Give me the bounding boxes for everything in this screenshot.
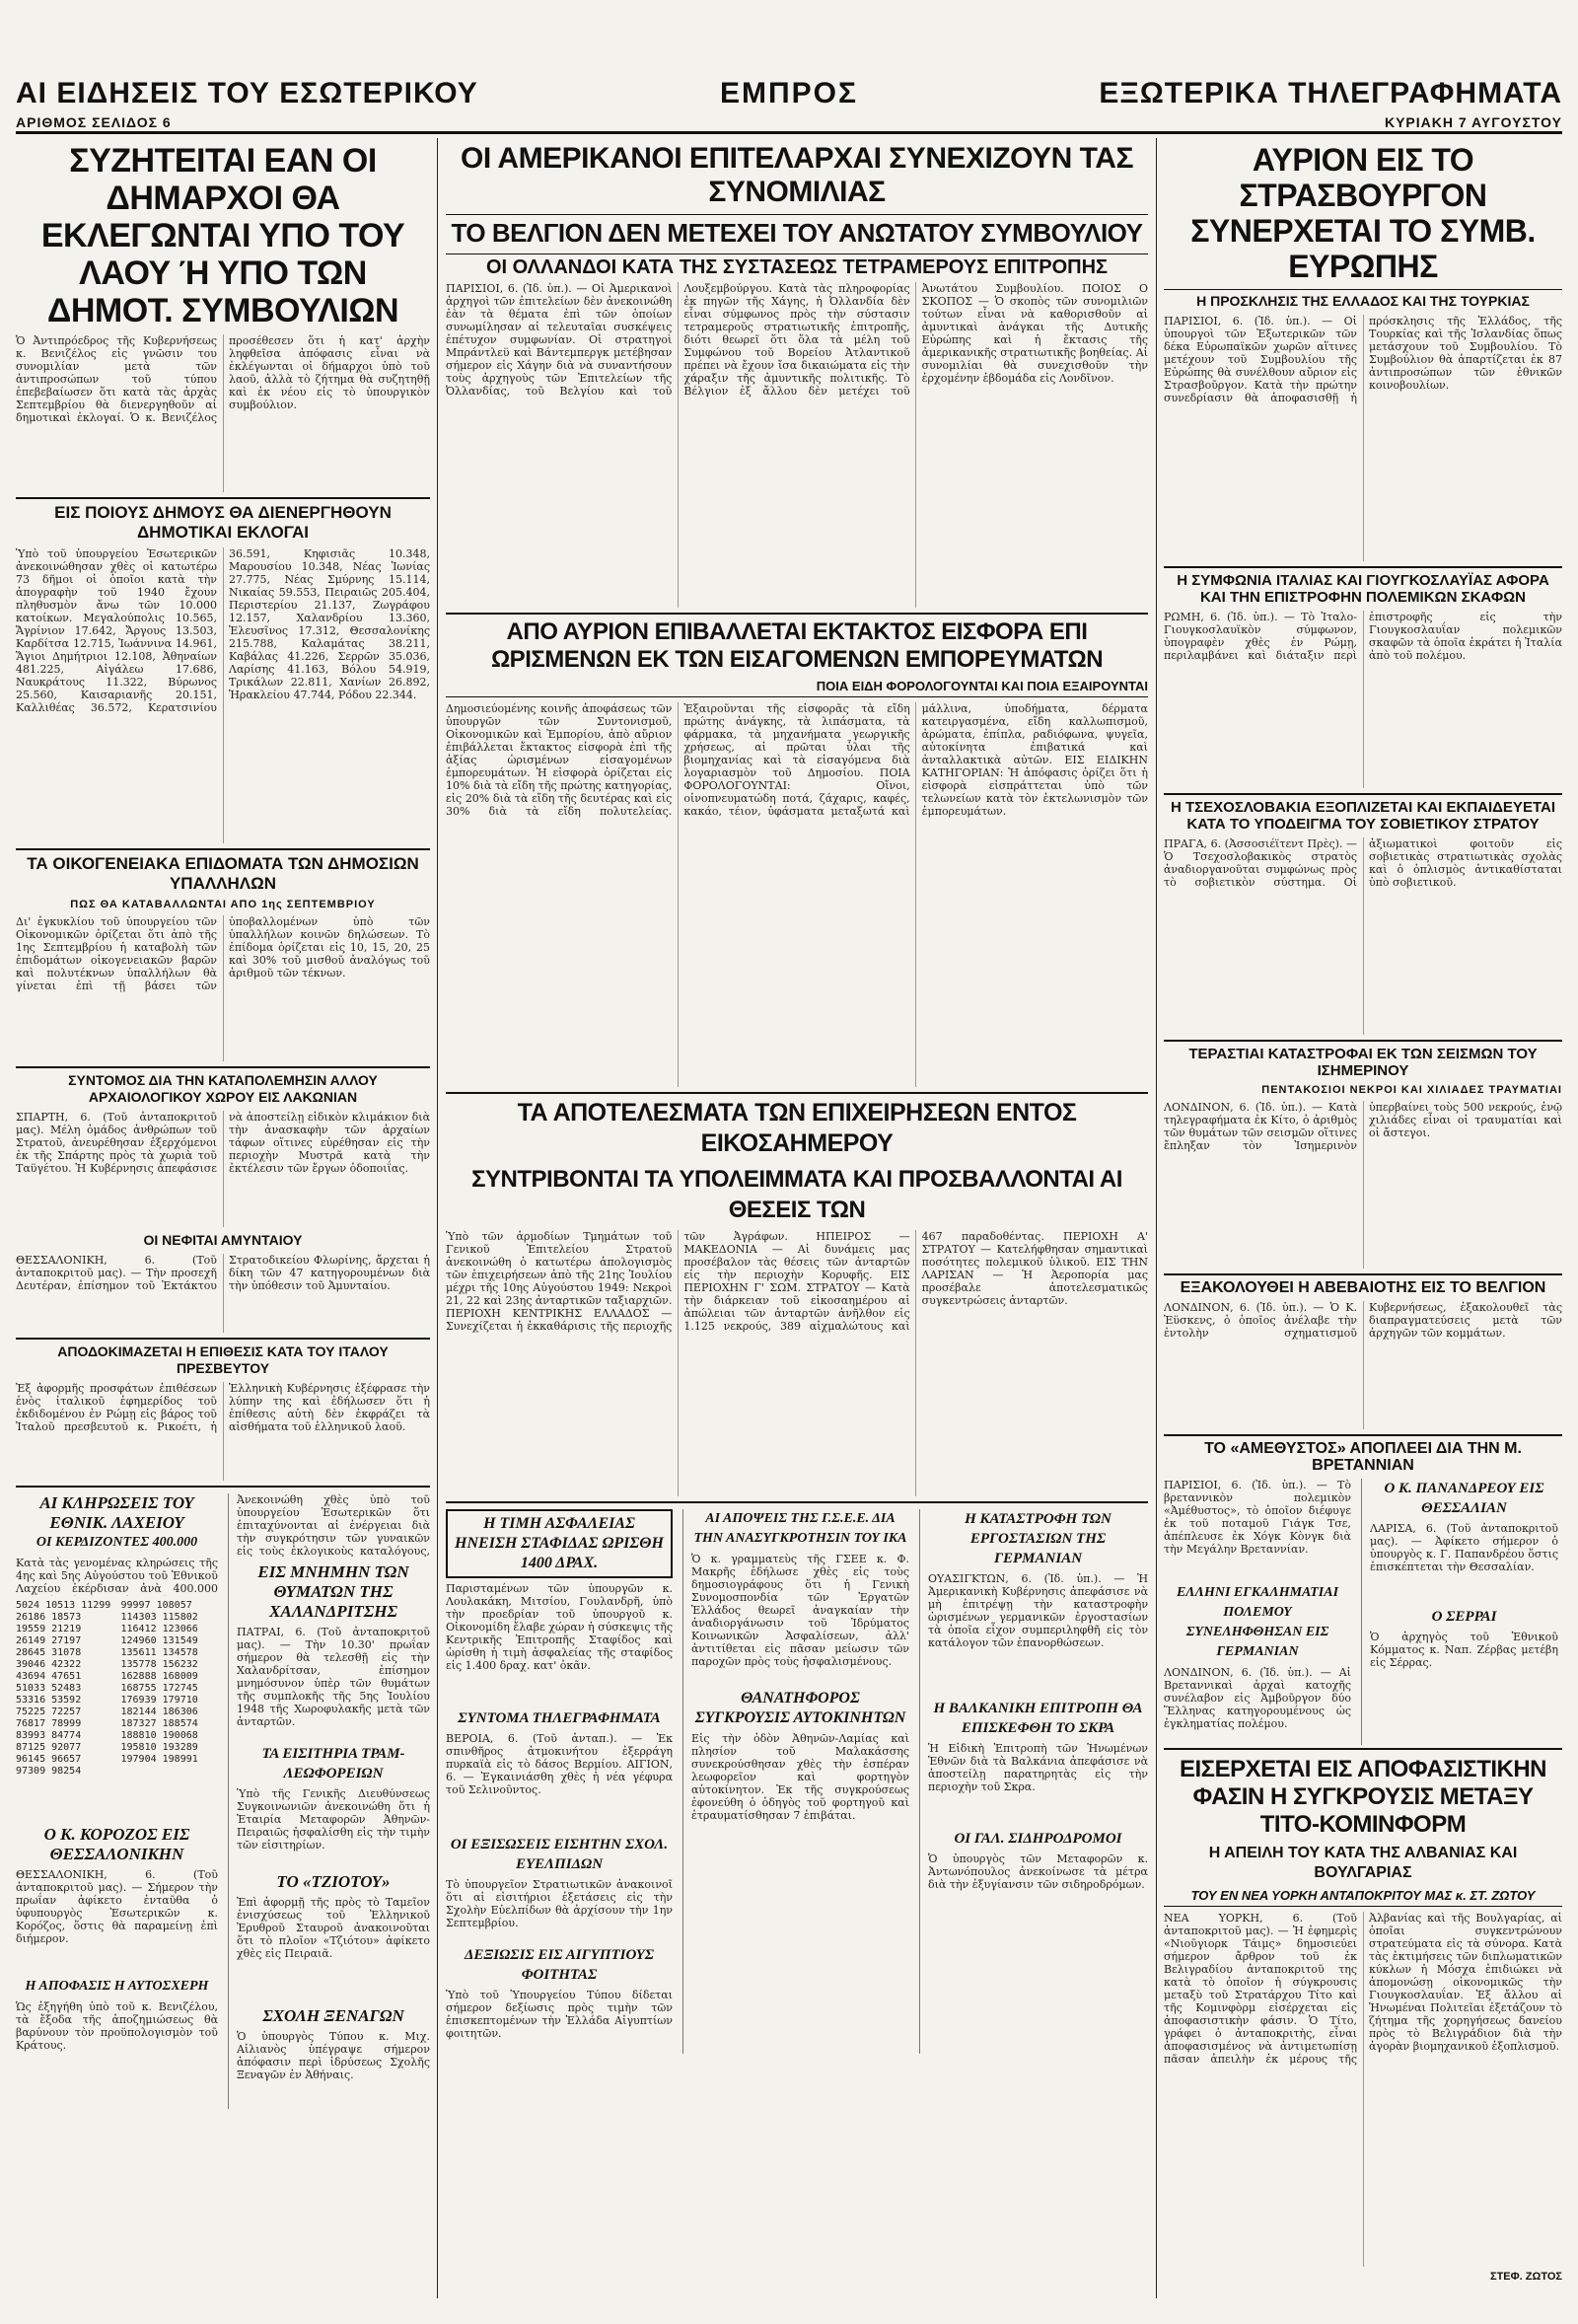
article-headline: Η ΤΙΜΗ ΑΣΦΑΛΕΙΑΣ ΗΝΕΙΣΗ ΣΤΑΦΙΔΑΣ ΩΡΙΣΘΗ 1400 ΔΡΑΧ. — [446, 1509, 673, 1578]
article-body: ΠΑΡΙΣΙΟΙ, 6. (Ἰδ. ὑπ.). — Οἱ Ἀμερικανοὶ ἀρχηγοὶ τῶν ἐπιτελείων δὲν ἀνεκοινώθη ἐὰν τὰ θέματα ἐπὶ τῶν ὁποίων συνωμίλησαν αἱ τελευταῖαι συσκέψεις ἐπέτυχον συμφωνίαν. Οἱ στρατηγοὶ Μπράντλεϋ καὶ Βάντεμπεργκ μετέβησαν σήμερον εἰς Χάγην διὰ νὰ συναντήσουν τοὺς ἀρχηγοὺς τῶν Ἐπιτελείων τῆς Ὀλλανδίας, τοῦ Βελγίου καὶ τοῦ Λουξεμβούργου. Κατὰ τὰς πληροφορίας ἐκ πηγῶν τῆς Χάγης, ἡ Ὀλλανδία δὲν εἶναι σύμφωνος πρὸς τὴν σύστασιν τετραμεροῦς στρατιωτικῆς ἐπιτροπῆς, διότι θεωρεῖ ὅτι ὅλα τὰ μέλη τοῦ Συμφώνου τοῦ Βορείου Ἀτλαντικοῦ πρέπει νὰ ἔχουν ἴσα δικαιώματα εἰς τὴν χάραξιν τῆς ἀμυντικῆς πολιτικῆς. Τὸ Βέλγιον ἐξ ἄλλου δὲν μετέχει τοῦ Ἀνωτάτου Συμβουλίου. ΠΟΙΟΣ Ο ΣΚΟΠΟΣ — Ὁ σκοπὸς τῶν συνομιλιῶν τούτων εἶναι νὰ καθορισθοῦν αἱ ἀμυντικαὶ ἀνάγκαι τῆς Δυτικῆς Εὐρώπης καὶ ἡ ἔκτασις τῆς ἀμερικανικῆς στρατιωτικῆς βοηθείας. Αἱ συνομιλίαι θὰ συνεχισθοῦν τὴν ἐρχομένην ἑβδομάδα εἰς Λονδῖνον. — [446, 282, 1148, 398]
tito-article — [1164, 1748, 1562, 2300]
article-headline: Η ΣΥΜΦΩΝΙΑ ΙΤΑΛΙΑΣ ΚΑΙ ΓΙΟΥΓΚΟΣΛΑΥΪΑΣ ΑΦΟΡΑ ΚΑΙ ΤΗΝ ΕΠΙΣΤΡΟΦΗΝ ΠΟΛΕΜΙΚΩΝ ΣΚΑΦΩΝ — [1164, 566, 1562, 606]
article-subheadline: ΣΥΝΤΡΙΒΟΝΤΑΙ ΤΑ ΥΠΟΛΕΙΜΜΑΤΑ ΚΑΙ ΠΡΟΣΒΑΛΛΟΝΤΑΙ ΑΙ ΘΕΣΕΙΣ ΤΩΝ — [471, 1166, 1122, 1223]
article-headline: Ο ΣΕΡΡΑΙ — [1431, 1609, 1497, 1625]
article-body: ΠΑΤΡΑΙ, 6. (Τοῦ ἀνταποκριτοῦ μας). — Τὴν 10.30' πρωΐαν σήμερον θὰ τελεσθῇ εἰς τὴν Χαλανδρίτσαν, ἐπίσημον μνημόσυνον ὑπὲρ τῶν θυμάτων τῆς συμπλοκῆς τῆς 5ης Ἰουλίου 1948 τῆς Χωροφυλακῆς μετὰ τῶν ἀνταρτῶν. — [237, 1626, 430, 1728]
domestic-news-column — [16, 142, 430, 2302]
lottery-box — [16, 1493, 218, 2109]
middle-news-column — [446, 142, 1148, 2302]
lottery-numbers: 5024 10513 11299 26186 18573 19559 21219 26149 27197 28645 31078 39046 42322 43694 47651 51033 52483 53316 53592 75225 72257 76817 78999 83993 84774 87125 92077 96145 96657 97309 98254 99997 108057 114303 115802 116412 123066 124960 131549 135611 134578 135778 156232 162888 168009 168755 172745 176939 179710 182144 186306 187327 188574 188810 190068 195810 193289 197904 198991 — [16, 1600, 198, 1777]
article-headline: ΕΞΑΚΟΛΟΥΘΕΙ Η ΑΒΕΒΑΙΟΤΗΣ ΕΙΣ ΤΟ ΒΕΛΓΙΟΝ — [1164, 1273, 1562, 1296]
article-body: ΝΕΑ ΥΟΡΚΗ, 6. (Τοῦ ἀνταποκριτοῦ μας). — Ἡ ἐφημερὶς «Νιοῦγιορκ Τάιμς» δημοσιεύει σήμερον ἄρθρον τοῦ ἐκ Βελιγραδίου ἀνταποκριτοῦ της κατὰ τὸ ὁποῖον ἡ σύγκρουσις μεταξὺ τοῦ Στρατάρχου Τίτο καὶ τῆς Κομινφὸρμ εἰσέρχεται εἰς ἀποφασιστικὴν φάσιν. Ὁ Τίτο, γράφει ὁ ἀνταποκριτὴς, εἶναι ἀποφασισμένος νὰ ἀντιμετωπίσῃ πᾶσαν ἀπειλὴν ἐκ μέρους τῆς Ἀλβανίας καὶ τῆς Βουλγαρίας, αἱ ὁποῖαι συγκεντρώνουν στρατεύματα εἰς τὰ σύνορα. Κατὰ τὰς ἐκτιμήσεις τῶν διπλωματικῶν κύκλων ἡ Μόσχα ἐπιδιώκει νὰ ἀπομονώσῃ οἰκονομικῶς τὴν Γιουγκοσλαυΐαν. Ἐξ ἄλλου αἱ Ἡνωμέναι Πολιτεῖαι ἐξετάζουν τὸ ζήτημα τῆς χορηγήσεως δανείου πρὸς τὸ Βελιγράδιον διὰ τὴν ἀγορὰν βιομηχανικοῦ ἐξοπλισμοῦ. — [1164, 1912, 1562, 2066]
article-body: ΛΟΝΔΙΝΟΝ, 6. (Ἰδ. ὑπ.). — Ὁ Κ. Ἐϋσκενς, ὁ ὁποῖος ἀνέλαβε τὴν ἐντολὴν σχηματισμοῦ Κυβερνήσεως, ἐξακολουθεῖ τὰς διαπραγματεύσεις μετὰ τῶν ἀρχηγῶν τῶν κομμάτων. — [1164, 1301, 1562, 1340]
article-subheadline: ΤΟ ΒΕΛΓΙΟΝ ΔΕΝ ΜΕΤΕΧΕΙ ΤΟΥ ΑΝΩΤΑΤΟΥ ΣΥΜΒΟΥΛΙΟΥ — [446, 214, 1148, 249]
article-headline: ΕΙΣ ΜΝΗΜΗΝ ΤΩΝ ΘΥΜΑΤΩΝ ΤΗΣ ΧΑΛΑΝΔΡΙΤΣΗΣ — [257, 1562, 409, 1621]
article-body: Τὸ ὑπουργεῖον Στρατιωτικῶν ἀνακοινοῖ ὅτι αἱ εἰσιτήριοι ἐξετάσεις εἰς τὴν Σχολὴν Εὐελπίδων θὰ ἀρχίσουν τὴν 1ην Σεπτεμβρίου. — [446, 1878, 673, 1929]
article-headline: ΟΙ ΓΑΛ. ΣΙΔΗΡΟΔΡΟΜΟΙ — [954, 1831, 1122, 1847]
article-headline: ΤΟ «ΑΜΕΘΥΣΤΟΣ» ΑΠΟΠΛΕΕΙ ΔΙΑ ΤΗΝ Μ. ΒΡΕΤΑΝΝΙΑΝ — [1164, 1434, 1562, 1474]
small-news-column — [919, 1509, 1148, 2054]
article-body: Ὁ ὑπουργὸς Τύπου κ. Μιχ. Αἰλιανὸς ὑπέγραψε σήμερον ἀπόφασιν περὶ ἱδρύσεως Σχολῆς Ξεναγῶν ἐν Ἀθήναις. — [237, 2030, 430, 2081]
article-subheadline: ΟΙ ΟΛΛΑΝΔΟΙ ΚΑΤΑ ΤΗΣ ΣΥΣΤΑΣΕΩΣ ΤΕΤΡΑΜΕΡΟΥΣ ΕΠΙΤΡΟΠΗΣ — [446, 254, 1148, 277]
article-body: Εἰς τὴν ὁδὸν Ἀθηνῶν-Λαμίας καὶ πλησίον τοῦ Μαλακάσσης συνεκρούσθησαν χθὲς τὴν ἑσπέραν λεωφορεῖον καὶ φορτηγὸν αὐτοκίνητον. Ἐκ τῆς συγκρούσεως ἐφονεύθη ὁ ὁδηγὸς τοῦ φορτηγοῦ καὶ ἐτραυματίσθησαν 7 ἐπιβάται. — [691, 1732, 909, 1822]
article-subheadline: Η ΑΠΕΙΛΗ ΤΟΥ ΚΑΤΑ ΤΗΣ ΑΛΒΑΝΙΑΣ ΚΑΙ ΒΟΥΛΓΑΡΙΑΣ — [1208, 1845, 1518, 1881]
article-headline: ΟΙ ΑΜΕΡΙΚΑΝΟΙ ΕΠΙΤΕΛΑΡΧΑΙ ΣΥΝΕΧΙΖΟΥΝ ΤΑΣ ΣΥΝΟΜΙΛΙΑΣ — [461, 142, 1133, 208]
article-subheadline: ΟΙ ΚΕΡΔΙΖΟΝΤΕΣ 400.000 — [36, 1535, 198, 1550]
article-headline: ΑΙ ΑΠΟΨΕΙΣ ΤΗΣ Γ.Σ.Ε.Ε. ΔΙΑ ΤΗΝ ΑΝΑΣΥΓΚΡΟΤΗΣΙΝ ΤΟΥ ΙΚΑ — [693, 1511, 907, 1546]
article-body: Ἐξ ἀφορμῆς προσφάτων ἐπιθέσεων ἐνὸς ἰταλικοῦ ἐφημερίδος τοῦ ἐκδιδομένου ἐν Ρώμῃ εἰς βάρος τοῦ Ἰταλοῦ πρεσβευτοῦ κ. Ρικοέτι, ἡ Ἑλληνικὴ Κυβέρνησις ἐξέφρασε τὴν λύπην της καὶ ἐδήλωσεν ὅτι ἡ ἐπίθεσις αὐτὴ δὲν ἐκφράζει τὰ αἰσθήματα τοῦ ἑλληνικοῦ λαοῦ. — [16, 1382, 430, 1433]
article-body: Ὁ κ. γραμματεὺς τῆς ΓΣΕΕ κ. Φ. Μακρῆς ἐδήλωσε χθὲς εἰς τοὺς δημοσιογράφους ὅτι ἡ Γενικὴ Συνομοσπονδία τῶν Ἐργατῶν Ἑλλάδος θεωρεῖ ἀναγκαίαν τὴν ἀναδιοργάνωσιν τοῦ Ἱδρύματος Κοινωνικῶν Ἀσφαλίσεων, ἀλλ' ἀντιτίθεται εἰς πᾶσαν μείωσιν τῶν παροχῶν πρὸς τοὺς ἠσφαλισμένους. — [691, 1553, 909, 1668]
article-headline: Ο Κ. ΠΑΝΑΝΔΡΕΟΥ ΕΙΣ ΘΕΣΣΑΛΙΑΝ — [1384, 1481, 1544, 1516]
article-body: ΘΕΣΣΑΛΟΝΙΚΗ, 6. (Τοῦ ἀνταποκριτοῦ μας). — Σήμερον τὴν πρωΐαν ἀφίκετο ἐνταῦθα ὁ ὑφυπουργὸς Ἐσωτερικῶν κ. Κορόζος, ὅστις θὰ παραμείνῃ ἐπὶ διήμερον. — [16, 1868, 218, 1945]
article-body: ΠΑΡΙΣΙΟΙ, 6. (Ἰδ. ὑπ.). — Τὸ βρεταννικὸν πολεμικὸν «Ἀμέθυστος», τὸ ὁποῖον διέφυγε ἐκ τοῦ ποταμοῦ Γιάγκ Τσε, ἀπέπλευσε ἐκ Χόγκ Κὸνγκ διὰ τὴν Μεγάλην Βρεταννίαν. — [1164, 1479, 1351, 1556]
article-signature: ΣΤΕΦ. ΖΩΤΟΣ — [1489, 2271, 1562, 2283]
article-subheadline: ΠΕΝΤΑΚΟΣΙΟΙ ΝΕΚΡΟΙ ΚΑΙ ΧΙΛΙΑΔΕΣ ΤΡΑΥΜΑΤΙΑΙ — [1261, 1084, 1562, 1096]
article-headline: ΑΙ ΚΛΗΡΩΣΕΙΣ ΤΟΥ ΕΘΝΙΚ. ΛΑΧΕΙΟΥ — [39, 1493, 194, 1532]
small-news-column — [446, 1509, 673, 2054]
article-body: Δι' ἐγκυκλίου τοῦ ὑπουργείου τῶν Οἰκονομικῶν ὁρίζεται ὅτι ἀπὸ τῆς 1ης Σεπτεμβρίου ἡ καταβολὴ τῶν ἐπιδομάτων οἰκογενειακῶν βαρῶν καὶ πολυτέκνων ὑπαλλήλων θὰ γίνεται ἐπὶ τῇ βάσει τῶν ὑποβαλλομένων ὑπὸ τῶν ὑπαλλήλων κοινῶν δηλώσεων. Τὸ ἐπίδομα ὁρίζεται εἰς 10, 15, 20, 25 καὶ 30% τοῦ μισθοῦ ἀναλόγως τοῦ ἀριθμοῦ τῶν τέκνων. — [16, 915, 430, 992]
article-headline: ΑΥΡΙΟΝ ΕΙΣ ΤΟ ΣΤΡΑΣΒΟΥΡΓΟΝ ΣΥΝΕΡΧΕΤΑΙ ΤΟ ΣΥΜΒ. ΕΥΡΩΠΗΣ — [1190, 142, 1536, 284]
article-headline: ΟΙ ΝΕΦΙΤΑΙ ΑΜΥΝΤΑΙΟΥ — [143, 1232, 303, 1248]
article-headline: ΣΥΖΗΤΕΙΤΑΙ ΕΑΝ ΟΙ ΔΗΜΑΡΧΟΙ ΘΑ ΕΚΛΕΓΩΝΤΑΙ ΥΠΟ ΤΟΥ ΛΑΟΥ Ή ΥΠΟ ΤΩΝ ΔΗΜΟΤ. ΣΥΜΒΟΥΛΙΩΝ — [40, 142, 405, 329]
article-body: Κατὰ τὰς γενομένας κληρώσεις τῆς 4ης καὶ 5ης Αὐγούστου τοῦ Ἐθνικοῦ Λαχείου ἐκέρδισαν ἀνὰ 400.000 — [16, 1557, 218, 1595]
article-headline: ΕΙΣΕΡΧΕΤΑΙ ΕΙΣ ΑΠΟΦΑΣΙΣΤΙΚΗΝ ΦΑΣΙΝ Η ΣΥΓΚΡΟΥΣΙΣ ΜΕΤΑΞΥ ΤΙΤΟ-ΚΟΜΙΝΦΟΡΜ — [1179, 1756, 1547, 1838]
article-headline: ΔΕΞΙΩΣΙΣ ΕΙΣ ΑΙΓΥΠΤΙΟΥΣ ΦΟΙΤΗΤΑΣ — [464, 1947, 655, 1983]
article-body: Ἡ Εἰδικὴ Ἐπιτροπὴ τῶν Ἡνωμένων Ἐθνῶν διὰ τὰ Βαλκάνια ἀπεφάσισε νὰ ἀποστείλῃ παρατηρητὰς εἰς τὴν περιοχὴν τοῦ Σκρα. — [928, 1742, 1148, 1793]
article-headline: ΤΕΡΑΣΤΙΑΙ ΚΑΤΑΣΤΡΟΦΑΙ ΕΚ ΤΩΝ ΣΕΙΣΜΩΝ ΤΟΥ ΙΣΗΜΕΡΙΝΟΥ — [1164, 1040, 1562, 1079]
issue-date: ΚΥΡΙΑΚΗ 7 ΑΥΓΟΥΣΤΟΥ — [1384, 114, 1562, 130]
article-body: ΡΩΜΗ, 6. (Ἰδ. ὑπ.). — Τὸ Ἰταλο-Γιουγκοσλαυϊκὸν σύμφωνον, ὑπογραφὲν χθὲς ἐν Ρώμῃ, περιλαμβάνει καὶ διάταξιν περὶ ἐπιστροφῆς εἰς τὴν Γιουγκοσλαυΐαν πολεμικῶν σκαφῶν τὰ ὁποῖα ἐκράτει ἡ Ἰταλία ἀπὸ τοῦ πολέμου. — [1164, 611, 1562, 662]
article-body: Ὁ ἀρχηγὸς τοῦ Ἐθνικοῦ Κόμματος κ. Ναπ. Ζέρβας μετέβη εἰς Σέρρας. — [1370, 1631, 1558, 1669]
article-body: Δημοσιεύομένης κοινῆς ἀποφάσεως τῶν ὑπουργῶν τῶν Συντονισμοῦ, Οἰκονομικῶν καὶ Ἐμπορίου, ἀπὸ αὔριον ἐπιβάλλεται ἔκτακτος εἰσφορὰ ἐπὶ τῆς ἀξίας ὡρισμένων εἰσαγομένων ἐμπορευμάτων. Ἡ εἰσφορὰ ὁρίζεται εἰς 10% διὰ τὰ εἴδη τῆς πρώτης κατηγορίας, εἰς 20% διὰ τὰ εἴδη τῆς δευτέρας καὶ εἰς 30% διὰ τὰ εἴδη πολυτελείας. Ἐξαιροῦνται τῆς εἰσφορᾶς τὰ εἴδη πρώτης ἀνάγκης, τὰ λιπάσματα, τὰ φάρμακα, τὰ μηχανήματα γεωργικῆς χρήσεως, αἱ πρῶται ὗλαι τῆς βιομηχανίας καὶ τὰ εἰσαγόμενα διὰ λογαριασμὸν τοῦ Δημοσίου. ΠΟΙΑ ΦΟΡΟΛΟΓΟΥΝΤΑΙ: Οἴνοι, οἰνοπνευματώδη ποτά, ζάχαρις, καφές, κακάο, τέιον, ὑφάσματα μεταξωτά καὶ μάλλινα, ὑποδήματα, δέρματα κατειργασμένα, εἴδη καλλωπισμοῦ, ἀρώματα, ἐπίπλα, ραδιόφωνα, ψυγεῖα, αὐτοκίνητα ἐπιβατικά καὶ ἀνταλλακτικὰ αὐτῶν. ΕΙΣ ΕΙΔΙΚΗΝ ΚΑΤΗΓΟΡΙΑΝ: Ἡ ἀπόφασις ὁρίζει ὅτι ἡ εἰσφορὰ εἰσπράττεται ὑπὸ τῶν τελωνείων κατὰ τὸν ἐκτελωνισμὸν τῶν ἐμπορευμάτων. — [446, 702, 1148, 818]
article-subheadline: ΠΟΙΑ ΕΙΔΗ ΦΟΡΟΛΟΓΟΥΝΤΑΙ ΚΑΙ ΠΟΙΑ ΕΞΑΙΡΟΥΝΤΑΙ — [446, 679, 1148, 697]
article-body: ΠΑΡΙΣΙΟΙ, 6. (Ἰδ. ὑπ.). — Οἱ ὑπουργοὶ τῶν Ἐξωτερικῶν τῶν δέκα Εὐρωπαϊκῶν χωρῶν αἵτινες μετέχουν τοῦ Συμβουλίου τῆς Εὐρώπης θὰ συνέλθουν αὔριον εἰς Στρασβοῦργον. Κατὰ τὴν πρώτην συνεδρίασιν θὰ ἀποφασισθῇ ἡ πρόσκλησις τῆς Ἑλλάδος, τῆς Τουρκίας καὶ τῆς Ἰσλανδίας ὅπως μετάσχουν τοῦ Συμβουλίου. Τὸ Συμβούλιον θὰ ἀπαρτίζεται ἐκ 87 ἀντιπροσώπων τῶν ἐθνικῶν κοινοβουλίων. — [1164, 315, 1562, 404]
article-body: Παρισταμένων τῶν ὑπουργῶν κ. Λουλακάκη, Μιτσίου, Γουλανδρῆ, ὑπὸ τὴν προεδρίαν τοῦ ὑπουργοῦ κ. Οἰκονομίδη ἔλαβε χώραν ἡ σύσκεψις τῆς Κεντρικῆς Ἐπιτροπῆς Σταφίδος καὶ ὡρίσθη ἡ τιμὴ ἀσφαλείας τῆς σταφίδος εἰς 1.400 δραχ. κατ' ὀκᾶν. — [446, 1582, 673, 1672]
article-headline: Η ΒΑΛΚΑΝΙΚΗ ΕΠΙΤΡΟΠΗ ΘΑ ΕΠΙΣΚΕΦΘΗ ΤΟ ΣΚΡΑ — [933, 1701, 1143, 1736]
page-number: ΑΡΙΘΜΟΣ ΣΕΛΙΔΟΣ 6 — [16, 114, 172, 130]
article-headline: ΣΥΝΤΟΜΑ ΤΗΛΕΓΡΑΦΗΜΑΤΑ — [458, 1710, 661, 1726]
article-body: ΠΡΑΓΑ, 6. (Ἀσσοσιέϊτεντ Πρὲς). — Ὁ Τσεχοσλοβακικὸς στρατὸς ἀναδιοργανοῦται συμφώνως πρὸς τὸ σοβιετικὸν σύστημα. Οἱ ἀξιωματικοὶ φοιτοῦν εἰς σοβιετικὰς στρατιωτικὰς σχολὰς καὶ ὁ ὁπλισμὸς ἀντικαθίσταται ὑπὸ σοβιετικοῦ. — [1164, 837, 1562, 889]
article-headline: Η ΤΣΕΧΟΣΛΟΒΑΚΙΑ ΕΞΟΠΛΙΖΕΤΑΙ ΚΑΙ ΕΚΠΑΙΔΕΥΕΤΑΙ ΚΑΤΑ ΤΟ ΥΠΟΔΕΙΓΜΑ ΤΟΥ ΣΟΒΙΕΤΙΚΟΥ ΣΤΡΑΤΟΥ — [1164, 793, 1562, 833]
article-headline: Η ΑΠΟΦΑΣΙΣ Η ΑΥΤΟΣΧΕΡΗ — [25, 1979, 209, 1994]
article-body: ΟΥΑΣΙΓΚΤΩΝ, 6. (Ἰδ. ὑπ.). — Ἡ Ἀμερικανικὴ Κυβέρνησις ἀπεφάσισε νὰ μὴ ἐπιτρέψῃ τὴν καταστροφὴν ὡρισμένων γερμανικῶν ἐργοστασίων τὰ ὁποῖα εἶχον συμπεριληφθῆ εἰς τὸν κατάλογον τῶν ἐπανορθώσεων. — [928, 1572, 1148, 1649]
article-headline: ΤΑ ΟΙΚΟΓΕΝΕΙΑΚΑ ΕΠΙΔΟΜΑΤΑ ΤΩΝ ΔΗΜΟΣΙΩΝ ΥΠΑΛΛΗΛΩΝ — [16, 848, 430, 894]
article-body: Ἀνεκοινώθη χθὲς ὑπὸ τοῦ ὑπουργείου Ἐσωτερικῶν ὅτι ἐπιταχύνονται αἱ ἐνέργειαι διὰ τὴν συγκρότησιν τῶν γυναικῶν εἰς τοὺς ἐκλογικοὺς καταλόγους, — [237, 1493, 430, 1557]
small-news-column — [682, 1509, 909, 2054]
article-body: ΒΕΡΟΙΑ, 6. (Τοῦ ἀνταπ.). — Ἐκ σπινθῆρος ἀτμοκινήτου ἐξερράγη πυρκαϊὰ εἰς τὸ δάσος Βερμίου. ΑΙΓΙΟΝ, 6. — Ἐγκαινιάσθη χθὲς ἡ νέα γέφυρα τοῦ Σελινοῦντος. — [446, 1732, 673, 1796]
article-headline: ΤΑ ΑΠΟΤΕΛΕΣΜΑΤΑ ΤΩΝ ΕΠΙΧΕΙΡΗΣΕΩΝ ΕΝΤΟΣ ΕΙΚΟΣΑΗΜΕΡΟΥ — [446, 1092, 1148, 1159]
article-body: ΘΕΣΣΑΛΟΝΙΚΗ, 6. (Τοῦ ἀνταποκριτοῦ μας). — Τὴν προσεχῆ Δευτέραν, ἐπίσημον τοῦ Ἐκτάκτου Στρατοδικείου Φλωρίνης, ἄρχεται ἡ δίκη τῶν 47 κατηγορουμένων διὰ τὴν ὑπόθεσιν τοῦ Ἀμυνταίου. — [16, 1254, 430, 1292]
article-subheadline: Η ΠΡΟΣΚΛΗΣΙΣ ΤΗΣ ΕΛΛΑΔΟΣ ΚΑΙ ΤΗΣ ΤΟΥΡΚΙΑΣ — [1164, 289, 1562, 310]
masthead — [16, 77, 1562, 134]
article-headline: Ο Κ. ΚΟΡΟΖΟΣ ΕΙΣ ΘΕΣΣΑΛΟΝΙΚΗΝ — [43, 1825, 190, 1863]
article-headline: ΟΙ ΕΞΙΣΩΣΕΙΣ ΕΙΣΗΤΗΝ ΣΧΟΛ. ΕΥΕΛΠΙΔΩΝ — [450, 1837, 669, 1872]
article-headline: ΑΠΟ ΑΥΡΙΟΝ ΕΠΙΒΑΛΛΕΤΑΙ ΕΚΤΑΚΤΟΣ ΕΙΣΦΟΡΑ ΕΠΙ ΩΡΙΣΜΕΝΩΝ ΕΚ ΤΩΝ ΕΙΣΑΓΟΜΕΝΩΝ ΕΜΠΟΡΕΥΜΑΤΩΝ — [446, 613, 1148, 674]
article-body: ΛΑΡΙΣΑ, 6. (Τοῦ ἀνταποκριτοῦ μας). — Ἀφίκετο σήμερον ὁ ὑπουργὸς κ. Γ. Παπανδρέου ὅστις ἐπισκέπτεται τὴν Θεσσαλίαν. — [1370, 1522, 1558, 1573]
article-headline: ΕΛΛΗΝΙ ΕΓΚΑΛΗΜΑΤΙΑΙ ΠΟΛΕΜΟΥ ΣΥΝΕΛΗΦΘΗΣΑΝ ΕΙΣ ΓΕΡΜΑΝΙΑΝ — [1176, 1585, 1339, 1659]
article-subheadline: ΠΩΣ ΘΑ ΚΑΤΑΒΑΛΛΩΝΤΑΙ ΑΠΟ 1ης ΣΕΠΤΕΜΒΡΙΟΥ — [70, 899, 376, 910]
article-body: Ὑπὸ τῆς Γενικῆς Διευθύνσεως Συγκοινωνιῶν ἀνεκοινώθη ὅτι ἡ Ἑταιρία Μεταφορῶν Ἀθηνῶν-Πειραιῶς ἠσφαλίσθη εἰς τὴν τιμὴν τῶν εἰσιτηρίων. — [237, 1787, 430, 1852]
article-body: Ὁ ὑπουργὸς τῶν Μεταφορῶν κ. Ἀντωνόπουλος ἀνεκοίνωσε τὰ μέτρα διὰ τὴν ἐξυγίανσιν τῶν σιδηροδρόμων. — [928, 1852, 1148, 1891]
article-headline: ΑΠΟΔΟΚΙΜΑΖΕΤΑΙ Η ΕΠΙΘΕΣΙΣ ΚΑΤΑ ΤΟΥ ΙΤΑΛΟΥ ΠΡΕΣΒΕΥΤΟΥ — [16, 1338, 430, 1377]
article-body: ΛΟΝΔΙΝΟΝ, 6. (Ἰδ. ὑπ.). — Αἱ Βρεταννικαὶ ἀρχαὶ κατοχῆς συνέλαβον εἰς Ἀμβοῦργον δύο Ἕλληνας κατηγορουμένους ὡς ἐγκληματίας πολέμου. — [1164, 1666, 1351, 1730]
article-body: Ὑπὸ τῶν ἁρμοδίων Τμημάτων τοῦ Γενικοῦ Ἐπιτελείου Στρατοῦ ἀνεκοινώθη ὁ κατωτέρω ἀπολογισμὸς τῶν ἐπιχειρήσεων ἀπὸ τῆς 21ης Ἰουλίου μέχρι τῆς 10ης Αὐγούστου 1949: Νεκροὶ 21, 22 καὶ 23ης ἀνταρτικῶν ταξιαρχιῶν. ΠΕΡΙΟΧΗ ΚΕΝΤΡΙΚΗΣ ΕΛΛΑΔΟΣ — Συνεχίζεται ἡ ἐκκαθάρισις τῆς περιοχῆς τῶν Ἀγράφων. ΗΠΕΙΡΟΣ — ΜΑΚΕΔΟΝΙΑ — Αἱ δυνάμεις μας προσέβαλον τὰς θέσεις τῶν ἀνταρτῶν εἰς τὴν περιοχὴν Κορυφῆς. ΕΙΣ ΠΕΡΙΟΧΗΝ Γ' ΣΩΜ. ΣΤΡΑΤΟΥ — Κατὰ τὴν διάρκειαν τοῦ εἰκοσαημέρου αἱ ἀπώλειαι τῶν ἀνταρτῶν ἀνῆλθον εἰς 1.125 νεκρούς, 389 αἰχμαλώτους καὶ 467 παραδοθέντας. ΠΕΡΙΟΧΗ Α' ΣΤΡΑΤΟΥ — Κατελήφθησαν σημαντικαὶ ποσότητες πολεμικοῦ ὑλικοῦ. ΕΙΣ ΤΗΝ ΛΑΡΙΣΑΝ — Ἡ Ἀεροπορία μας προσέβαλε ἀποτελεσματικῶς συγκεντρώσεις ἀνταρτῶν. — [446, 1230, 1148, 1333]
article-body: Ὑπὸ τοῦ ὑπουργείου Ἐσωτερικῶν ἀνεκοινώθησαν χθὲς οἱ κατωτέρω 73 δῆμοι οἱ ὁποῖοι κατὰ τὴν ἀπογραφὴν τοῦ 1940 ἔχουν πληθυσμὸν ἄνω τῶν 10.000 κατοίκων. Μεγαλούπολις 10.565, Ἄγρίνιον 17.642, Ἄργους 13.503, Καρδίτσα 12.715, Ἰωάννινα 14.961, Ἅγιοι Δημήτριοι 12.108, Ἀθηναίων 481.225, Αἰγάλεω 17.686, Ναυκράτους 11.322, Βύρωνος 25.560, Καισαριανῆς 20.151, Καλλιθέας 36.572, Κερατσινίου 36.591, Κηφισιᾶς 10.348, Μαρουσίου 10.348, Νέας Ἰωνίας 27.775, Νέας Σμύρνης 15.114, Νικαίας 59.553, Πειραιῶς 205.404, Περιστερίου 21.137, Ζωγράφου 12.157, Χαλανδρίου 13.360, Ἐλευσῖνος 17.312, Θεσσαλονίκης 215.788, Καλαμάτας 38.211, Καβάλας 41.226, Σερρῶν 35.036, Λαρίσης 41.163, Βόλου 54.919, Τρικάλων 22.811, Χανίων 26.892, Ἡρακλείου 47.744, Ρόδου 22.344. — [16, 547, 430, 714]
article-headline: ΣΧΟΛΗ ΞΕΝΑΓΩΝ — [262, 2006, 404, 2025]
article-body: Ὑπὸ τοῦ Ὑπουργείου Τύπου δίδεται σήμερον δεξίωσις πρὸς τιμὴν τῶν ἐπισκεπτομένων τὴν Ἑλλάδα Αἰγυπτίων φοιτητῶν. — [446, 1989, 673, 2040]
article-byline: ΤΟΥ ΕΝ ΝΕΑ ΥΟΡΚΗ ΑΝΤΑΠΟΚΡΙΤΟΥ ΜΑΣ κ. ΣΤ. ΖΩΤΟΥ — [1164, 1888, 1562, 1907]
article-headline: ΤΟ «ΤΖΙΟΤΟΥ» — [276, 1872, 391, 1891]
article-headline: ΤΑ ΕΙΣΙΤΗΡΙΑ ΤΡΑΜ-ΛΕΩΦΟΡΕΙΩΝ — [261, 1746, 405, 1781]
article-headline: ΘΑΝΑΤΗΦΟΡΟΣ ΣΥΓΚΡΟΥΣΙΣ ΑΥΤΟΚΙΝΗΤΩΝ — [694, 1690, 906, 1726]
article-body: Ὁ Ἀντιπρόεδρος τῆς Κυβερνήσεως κ. Βενιζέλος εἰς γνῶσιν του συνομιλίαν μετὰ τῶν ἀντιπροσώπων τοῦ τύπου ἐπεβεβαίωσεν ὅτι κατὰ τὰς ἀρχὰς Σεπτεμβρίου θὰ διενεργηθοῦν αἱ δημοτικαὶ ἐκλογαί. Ὁ κ. Βενιζέλος προσέθεσεν ὅτι ἡ κατ' ἀρχὴν ληφθεῖσα ἀπόφασις εἶναι νὰ ἐκλέγωνται οἱ δήμαρχοι ὑπὸ τοῦ λαοῦ, ἀλλὰ τὸ ζήτημα θὰ συζητηθῇ καὶ ἐκ νέου εἰς τὸ ὑπουργικὸν συμβούλιον. — [16, 334, 430, 424]
newspaper-name: ΕΜΠΡΟΣ — [719, 77, 858, 109]
section-title-foreign: ΕΞΩΤΕΡΙΚΑ ΤΗΛΕΓΡΑΦΗΜΑΤΑ — [1099, 77, 1562, 109]
small-news-column — [228, 1493, 430, 2109]
article-headline: Η ΚΑΤΑΣΤΡΟΦΗ ΤΩΝ ΕΡΓΟΣΤΑΣΙΩΝ ΤΗΣ ΓΕΡΜΑΝΙΑΝ — [965, 1511, 1112, 1566]
article-headline: ΕΙΣ ΠΟΙΟΥΣ ΔΗΜΟΥΣ ΘΑ ΔΙΕΝΕΡΓΗΘΟΥΝ ΔΗΜΟΤΙΚΑΙ ΕΚΛΟΓΑΙ — [16, 497, 430, 543]
article-body: Ὡς ἐξηγήθη ὑπὸ τοῦ κ. Βενιζέλου, τὰ ἔξοδα τῆς ἀποζημιώσεως θὰ βαρύνουν τὸν προϋπολογισμὸν τοῦ Κράτους. — [16, 2000, 218, 2052]
article-headline: ΣΥΝΤΟΜΟΣ ΔΙΑ ΤΗΝ ΚΑΤΑΠΟΛΕΜΗΣΙΝ ΑΛΛΟΥ ΑΡΧΑΙΟΛΟΓΙΚΟΥ ΧΩΡΟΥ ΕΙΣ ΛΑΚΩΝΙΑΝ — [16, 1066, 430, 1106]
article-body: Ἐπὶ ἀφορμῇ τῆς πρὸς τὸ Ταμεῖον ἐνισχύσεως τοῦ Ἐλληνικοῦ Ἐρυθροῦ Σταυροῦ ἀνακοινοῦται ὅτι τὸ πλοῖον «Τζιότου» ἀφίκετο χθὲς εἰς Πειραιᾶ. — [237, 1896, 430, 1960]
article-body: ΛΟΝΔΙΝΟΝ, 6. (Ἰδ. ὑπ.). — Κατὰ τηλεγραφήματα ἐκ Κίτο, ὁ ἀριθμὸς τῶν θυμάτων τῶν σεισμῶν οἵτινες ἔπληξαν τὸν Ἰσημερινὸν ὑπερβαίνει τοὺς 500 νεκρούς, ἐνῷ χιλιάδες εἶναι οἱ τραυματίαι καὶ οἱ ἄστεγοι. — [1164, 1101, 1562, 1152]
article-body: ΣΠΑΡΤΗ, 6. (Τοῦ ἀνταποκριτοῦ μας). Μέλη ὁμάδος ἀνθρώπων τοῦ Στρατοῦ, ἀνευρέθησαν ἐξερχόμενοι ἐκ τῆς Σπάρτης πρὸς τὰ χωριὰ τοῦ Ταϋγέτου. Ἡ Κυβέρνησις ἀπεφάσισε νὰ ἀποστείλῃ εἰδικὸν κλιμάκιον διὰ τὴν ἀνασκαφὴν τῶν ἀρχαίων τάφων οἵτινες εὑρέθησαν εἰς τὴν περιοχὴν Μυστρᾶ κατὰ τὴν ἐκτέλεσιν τῶν ἔργων ὁδοποιΐας. — [16, 1111, 430, 1175]
section-title-domestic: ΑΙ ΕΙΔΗΣΕΙΣ ΤΟΥ ΕΣΩΤΕΡΙΚΟΥ — [16, 77, 478, 109]
